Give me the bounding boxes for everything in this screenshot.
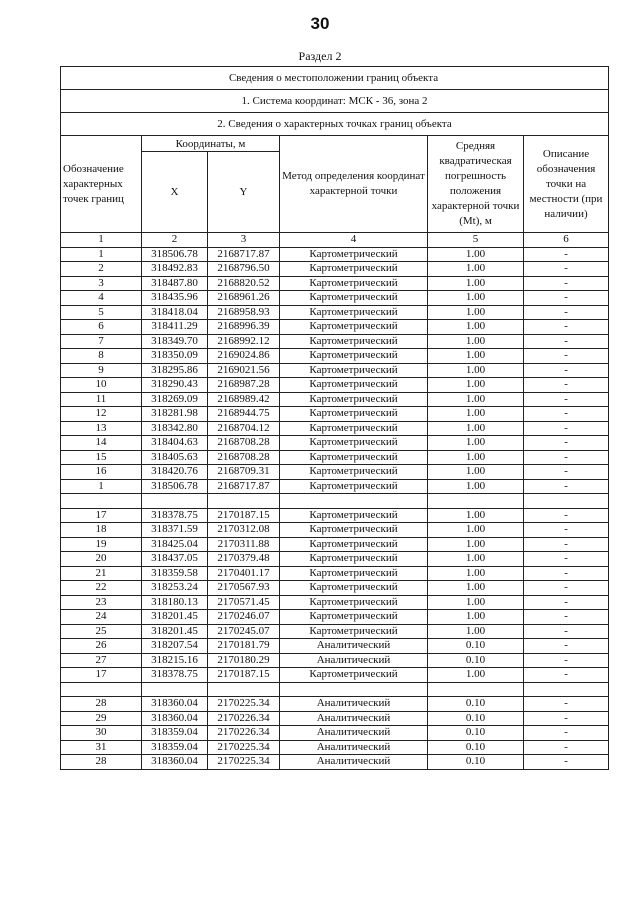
column-number: 3 (208, 233, 280, 248)
error-cell: 0.10 (428, 755, 524, 770)
error-cell: 0.10 (428, 726, 524, 741)
error-cell: 1.00 (428, 349, 524, 364)
description-cell: - (524, 334, 609, 349)
y-cell: 2168708.28 (208, 450, 280, 465)
error-cell: 1.00 (428, 436, 524, 451)
point-name-cell: 16 (61, 465, 142, 480)
point-name-cell: 12 (61, 407, 142, 422)
method-cell: Картометрический (280, 595, 428, 610)
x-cell: 318360.04 (142, 755, 208, 770)
point-name-cell: 28 (61, 697, 142, 712)
description-cell: - (524, 668, 609, 683)
description-cell: - (524, 740, 609, 755)
description-cell: - (524, 421, 609, 436)
table-row (61, 421, 609, 436)
header-error: Средняя квадратическая погрешность положения характерной точки (Mt), м (428, 136, 524, 233)
x-cell: 318378.75 (142, 508, 208, 523)
x-cell: 318295.86 (142, 363, 208, 378)
error-cell: 1.00 (428, 479, 524, 494)
method-cell: Картометрический (280, 450, 428, 465)
point-name-cell (61, 682, 142, 697)
method-cell: Картометрический (280, 537, 428, 552)
points-heading-row (61, 113, 609, 136)
point-name-cell: 22 (61, 581, 142, 596)
x-cell: 318342.80 (142, 421, 208, 436)
x-cell: 318492.83 (142, 262, 208, 277)
x-cell: 318201.45 (142, 624, 208, 639)
method-cell: Картометрический (280, 566, 428, 581)
point-name-cell: 8 (61, 349, 142, 364)
error-cell: 1.00 (428, 566, 524, 581)
description-cell: - (524, 523, 609, 538)
y-cell (208, 682, 280, 697)
table-row (61, 711, 609, 726)
y-cell: 2169024.86 (208, 349, 280, 364)
y-cell: 2170571.45 (208, 595, 280, 610)
points-heading: 2. Сведения о характерных точках границ объекта (61, 113, 609, 136)
point-name-cell: 17 (61, 668, 142, 683)
error-cell: 1.00 (428, 392, 524, 407)
table-row (61, 334, 609, 349)
y-cell: 2168989.42 (208, 392, 280, 407)
table-separator-row (61, 682, 609, 697)
error-cell: 1.00 (428, 508, 524, 523)
point-name-cell: 1 (61, 479, 142, 494)
y-cell: 2168992.12 (208, 334, 280, 349)
x-cell: 318349.70 (142, 334, 208, 349)
table-title: Сведения о местоположении границ объекта (61, 67, 609, 90)
description-cell: - (524, 726, 609, 741)
x-cell: 318290.43 (142, 378, 208, 393)
y-cell: 2168961.26 (208, 291, 280, 306)
description-cell: - (524, 581, 609, 596)
x-cell: 318207.54 (142, 639, 208, 654)
header-coords: Координаты, м (142, 136, 280, 152)
description-cell: - (524, 610, 609, 625)
point-name-cell: 11 (61, 392, 142, 407)
error-cell: 1.00 (428, 407, 524, 422)
method-cell: Картометрический (280, 305, 428, 320)
y-cell: 2168820.52 (208, 276, 280, 291)
method-cell: Картометрический (280, 523, 428, 538)
y-cell: 2170379.48 (208, 552, 280, 567)
point-name-cell: 1 (61, 247, 142, 262)
table-row (61, 755, 609, 770)
x-cell: 318487.80 (142, 276, 208, 291)
description-cell: - (524, 479, 609, 494)
table-row (61, 363, 609, 378)
y-cell: 2170187.15 (208, 508, 280, 523)
x-cell: 318405.63 (142, 450, 208, 465)
y-cell: 2170245.07 (208, 624, 280, 639)
x-cell (142, 682, 208, 697)
x-cell: 318378.75 (142, 668, 208, 683)
x-cell: 318359.58 (142, 566, 208, 581)
column-number: 5 (428, 233, 524, 248)
page-number: 30 (310, 14, 330, 33)
description-cell: - (524, 276, 609, 291)
error-cell (428, 494, 524, 509)
point-name-cell: 24 (61, 610, 142, 625)
table-row (61, 407, 609, 422)
error-cell: 1.00 (428, 276, 524, 291)
method-cell: Картометрический (280, 479, 428, 494)
table-row (61, 262, 609, 277)
point-name-cell: 30 (61, 726, 142, 741)
description-cell: - (524, 624, 609, 639)
description-cell: - (524, 436, 609, 451)
point-name-cell: 2 (61, 262, 142, 277)
point-name-cell: 10 (61, 378, 142, 393)
table-row (61, 276, 609, 291)
description-cell (524, 682, 609, 697)
column-number: 6 (524, 233, 609, 248)
error-cell: 1.00 (428, 595, 524, 610)
point-name-cell: 27 (61, 653, 142, 668)
method-cell: Картометрический (280, 668, 428, 683)
y-cell: 2170567.93 (208, 581, 280, 596)
method-cell: Картометрический (280, 624, 428, 639)
x-cell: 318425.04 (142, 537, 208, 552)
y-cell: 2170225.34 (208, 755, 280, 770)
table-row (61, 566, 609, 581)
method-cell: Аналитический (280, 697, 428, 712)
x-cell: 318215.16 (142, 653, 208, 668)
header-description: Описание обозначения точки на местности (при наличии) (524, 136, 609, 233)
y-cell: 2170187.15 (208, 668, 280, 683)
y-cell: 2168717.87 (208, 247, 280, 262)
method-cell: Картометрический (280, 262, 428, 277)
table-row (61, 697, 609, 712)
header-y: Y (208, 152, 280, 233)
method-cell (280, 494, 428, 509)
method-cell: Картометрический (280, 421, 428, 436)
description-cell: - (524, 595, 609, 610)
y-cell: 2170312.08 (208, 523, 280, 538)
table-row (61, 247, 609, 262)
description-cell: - (524, 711, 609, 726)
y-cell: 2168708.28 (208, 436, 280, 451)
y-cell: 2170226.34 (208, 726, 280, 741)
description-cell: - (524, 320, 609, 335)
x-cell: 318411.29 (142, 320, 208, 335)
error-cell: 1.00 (428, 247, 524, 262)
description-cell: - (524, 407, 609, 422)
x-cell: 318269.09 (142, 392, 208, 407)
column-number: 2 (142, 233, 208, 248)
error-cell: 1.00 (428, 581, 524, 596)
description-cell: - (524, 552, 609, 567)
table-row (61, 639, 609, 654)
method-cell: Картометрический (280, 465, 428, 480)
description-cell: - (524, 537, 609, 552)
y-cell: 2168704.12 (208, 421, 280, 436)
error-cell: 1.00 (428, 450, 524, 465)
error-cell: 0.10 (428, 740, 524, 755)
point-name-cell: 9 (61, 363, 142, 378)
table-row (61, 595, 609, 610)
error-cell: 1.00 (428, 537, 524, 552)
table-separator-row (61, 494, 609, 509)
error-cell: 0.10 (428, 653, 524, 668)
table-row (61, 436, 609, 451)
description-cell: - (524, 378, 609, 393)
method-cell: Картометрический (280, 407, 428, 422)
error-cell: 1.00 (428, 363, 524, 378)
description-cell: - (524, 363, 609, 378)
y-cell: 2168796.50 (208, 262, 280, 277)
method-cell: Картометрический (280, 334, 428, 349)
table-row (61, 740, 609, 755)
y-cell: 2170226.34 (208, 711, 280, 726)
point-name-cell: 29 (61, 711, 142, 726)
error-cell: 0.10 (428, 711, 524, 726)
column-number: 1 (61, 233, 142, 248)
error-cell: 1.00 (428, 668, 524, 683)
table-row (61, 320, 609, 335)
y-cell: 2168958.93 (208, 305, 280, 320)
method-cell: Картометрический (280, 349, 428, 364)
error-cell: 1.00 (428, 624, 524, 639)
x-cell: 318360.04 (142, 697, 208, 712)
error-cell: 1.00 (428, 320, 524, 335)
error-cell: 1.00 (428, 262, 524, 277)
header-x: X (142, 152, 208, 233)
error-cell: 1.00 (428, 378, 524, 393)
x-cell: 318253.24 (142, 581, 208, 596)
method-cell: Аналитический (280, 755, 428, 770)
point-name-cell: 23 (61, 595, 142, 610)
x-cell: 318420.76 (142, 465, 208, 480)
coord-system: 1. Система координат: МСК - 36, зона 2 (61, 90, 609, 113)
table-row (61, 392, 609, 407)
description-cell: - (524, 349, 609, 364)
x-cell: 318201.45 (142, 610, 208, 625)
description-cell: - (524, 247, 609, 262)
point-name-cell: 28 (61, 755, 142, 770)
table-row (61, 581, 609, 596)
error-cell: 1.00 (428, 291, 524, 306)
description-cell: - (524, 697, 609, 712)
table-row (61, 465, 609, 480)
method-cell: Аналитический (280, 726, 428, 741)
y-cell: 2168996.39 (208, 320, 280, 335)
method-cell: Картометрический (280, 276, 428, 291)
x-cell (142, 494, 208, 509)
point-name-cell (61, 494, 142, 509)
description-cell: - (524, 291, 609, 306)
description-cell: - (524, 392, 609, 407)
method-cell: Аналитический (280, 653, 428, 668)
header-method: Метод определения координат характерной точки (280, 136, 428, 233)
method-cell: Аналитический (280, 740, 428, 755)
point-name-cell: 17 (61, 508, 142, 523)
y-cell: 2170246.07 (208, 610, 280, 625)
y-cell: 2170225.34 (208, 697, 280, 712)
point-name-cell: 7 (61, 334, 142, 349)
error-cell: 1.00 (428, 305, 524, 320)
table-row (61, 537, 609, 552)
method-cell: Картометрический (280, 552, 428, 567)
column-numbers-row (61, 233, 609, 248)
table-row (61, 668, 609, 683)
x-cell: 318506.78 (142, 247, 208, 262)
boundary-points-table (60, 66, 609, 770)
point-name-cell: 15 (61, 450, 142, 465)
x-cell: 318506.78 (142, 479, 208, 494)
y-cell (208, 494, 280, 509)
point-name-cell: 20 (61, 552, 142, 567)
x-cell: 318180.13 (142, 595, 208, 610)
method-cell: Картометрический (280, 610, 428, 625)
y-cell: 2169021.56 (208, 363, 280, 378)
table-row (61, 624, 609, 639)
error-cell: 1.00 (428, 523, 524, 538)
description-cell: - (524, 508, 609, 523)
table-row (61, 291, 609, 306)
description-cell: - (524, 450, 609, 465)
header-point-name: Обозначение характерных точек границ (61, 136, 142, 233)
error-cell (428, 682, 524, 697)
description-cell: - (524, 653, 609, 668)
point-name-cell: 18 (61, 523, 142, 538)
x-cell: 318359.04 (142, 740, 208, 755)
point-name-cell: 3 (61, 276, 142, 291)
x-cell: 318418.04 (142, 305, 208, 320)
y-cell: 2168944.75 (208, 407, 280, 422)
x-cell: 318437.05 (142, 552, 208, 567)
point-name-cell: 13 (61, 421, 142, 436)
method-cell (280, 682, 428, 697)
description-cell: - (524, 262, 609, 277)
table-row (61, 726, 609, 741)
error-cell: 1.00 (428, 610, 524, 625)
method-cell: Картометрический (280, 320, 428, 335)
point-name-cell: 19 (61, 537, 142, 552)
point-name-cell: 4 (61, 291, 142, 306)
x-cell: 318359.04 (142, 726, 208, 741)
description-cell: - (524, 465, 609, 480)
method-cell: Картометрический (280, 363, 428, 378)
x-cell: 318281.98 (142, 407, 208, 422)
point-name-cell: 31 (61, 740, 142, 755)
section-title: Раздел 2 (298, 49, 342, 63)
point-name-cell: 21 (61, 566, 142, 581)
method-cell: Картометрический (280, 436, 428, 451)
error-cell: 1.00 (428, 421, 524, 436)
method-cell: Аналитический (280, 639, 428, 654)
header-row-1 (61, 136, 609, 152)
table-row (61, 450, 609, 465)
y-cell: 2170180.29 (208, 653, 280, 668)
coord-system-row (61, 90, 609, 113)
method-cell: Аналитический (280, 711, 428, 726)
table-row (61, 610, 609, 625)
description-cell: - (524, 566, 609, 581)
point-name-cell: 26 (61, 639, 142, 654)
y-cell: 2168987.28 (208, 378, 280, 393)
description-cell (524, 494, 609, 509)
y-cell: 2168709.31 (208, 465, 280, 480)
method-cell: Картометрический (280, 392, 428, 407)
x-cell: 318371.59 (142, 523, 208, 538)
point-name-cell: 5 (61, 305, 142, 320)
error-cell: 0.10 (428, 639, 524, 654)
method-cell: Картометрический (280, 247, 428, 262)
method-cell: Картометрический (280, 508, 428, 523)
error-cell: 1.00 (428, 465, 524, 480)
description-cell: - (524, 639, 609, 654)
table-title-row (61, 67, 609, 90)
point-name-cell: 25 (61, 624, 142, 639)
error-cell: 1.00 (428, 552, 524, 567)
y-cell: 2170311.88 (208, 537, 280, 552)
error-cell: 0.10 (428, 697, 524, 712)
y-cell: 2170401.17 (208, 566, 280, 581)
y-cell: 2170181.79 (208, 639, 280, 654)
column-number: 4 (280, 233, 428, 248)
point-name-cell: 14 (61, 436, 142, 451)
table-row (61, 523, 609, 538)
error-cell: 1.00 (428, 334, 524, 349)
y-cell: 2168717.87 (208, 479, 280, 494)
description-cell: - (524, 305, 609, 320)
table-row (61, 552, 609, 567)
table-row (61, 508, 609, 523)
method-cell: Картометрический (280, 291, 428, 306)
x-cell: 318404.63 (142, 436, 208, 451)
y-cell: 2170225.34 (208, 740, 280, 755)
table-row (61, 349, 609, 364)
description-cell: - (524, 755, 609, 770)
x-cell: 318435.96 (142, 291, 208, 306)
point-name-cell: 6 (61, 320, 142, 335)
table-row (61, 305, 609, 320)
x-cell: 318360.04 (142, 711, 208, 726)
method-cell: Картометрический (280, 581, 428, 596)
table-row (61, 479, 609, 494)
x-cell: 318350.09 (142, 349, 208, 364)
table-row (61, 653, 609, 668)
method-cell: Картометрический (280, 378, 428, 393)
table-row (61, 378, 609, 393)
